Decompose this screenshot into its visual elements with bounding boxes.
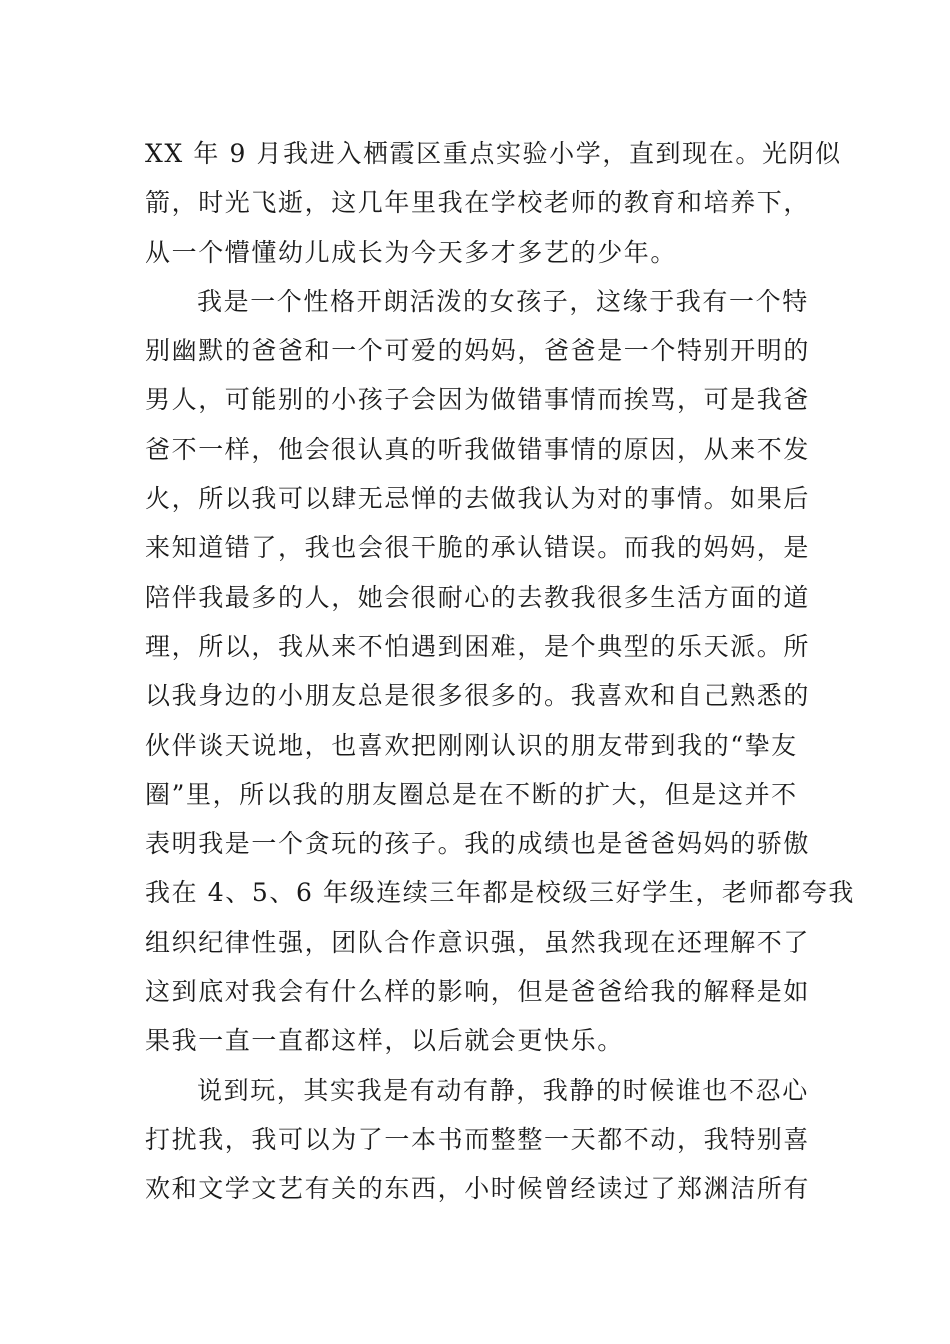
text-line: 这到底对我会有什么样的影响，但是爸爸给我的解释是如: [145, 977, 811, 1007]
text-line: 圈”里，所以我的朋友圈总是在不断的扩大，但是这并不: [145, 779, 798, 809]
paragraph-3: [145, 1066, 811, 1214]
text-line: 来知道错了，我也会很干脆的承认错误。而我的妈妈，是: [145, 533, 811, 563]
text-line: 从一个懵懂幼儿成长为今天多才多艺的少年。: [145, 237, 678, 267]
text-line: 男人，可能别的小孩子会因为做错事情而挨骂，可是我爸: [145, 385, 811, 415]
text-line: 以我身边的小朋友总是很多很多的。我喜欢和自己熟悉的: [145, 681, 811, 711]
text-line: 火，所以我可以肆无忌惮的去做我认为对的事情。如果后: [145, 484, 811, 514]
text-line: 我在 4、5、6 年级连续三年都是校级三好学生，老师都夸我: [145, 878, 856, 908]
text-line: 理，所以，我从来不怕遇到困难，是个典型的乐天派。所: [145, 631, 811, 661]
text-line: 我是一个性格开朗活泼的女孩子，这缘于我有一个特: [197, 286, 809, 316]
text-line: 打扰我，我可以为了一本书而整整一天都不动，我特别喜: [145, 1124, 811, 1154]
text-line: 别幽默的爸爸和一个可爱的妈妈，爸爸是一个特别开明的: [145, 336, 811, 366]
paragraph-1: [145, 129, 842, 277]
text-line: 箭，时光飞逝，这几年里我在学校老师的教育和培养下，: [145, 188, 811, 218]
text-line: 果我一直一直都这样，以后就会更快乐。: [145, 1026, 624, 1056]
text-line: XX 年 9 月我进入栖霞区重点实验小学，直到现在。光阴似: [145, 139, 842, 168]
text-line: 组织纪律性强，团队合作意识强，虽然我现在还理解不了: [145, 927, 811, 957]
text-line: 欢和文学文艺有关的东西，小时候曾经读过了郑渊洁所有: [145, 1174, 811, 1204]
text-line: 伙伴谈天说地，也喜欢把刚刚认识的朋友带到我的“挚友: [145, 730, 798, 760]
paragraph-2: [145, 277, 856, 1066]
text-line: 陪伴我最多的人，她会很耐心的去教我很多生活方面的道: [145, 582, 811, 612]
text-line: 说到玩，其实我是有动有静，我静的时候谁也不忍心: [197, 1075, 809, 1105]
document-body: [145, 129, 856, 1214]
text-line: 表明我是一个贪玩的孩子。我的成绩也是爸爸妈妈的骄傲: [145, 829, 811, 859]
text-line: 爸不一样，他会很认真的听我做错事情的原因，从来不发: [145, 434, 811, 464]
